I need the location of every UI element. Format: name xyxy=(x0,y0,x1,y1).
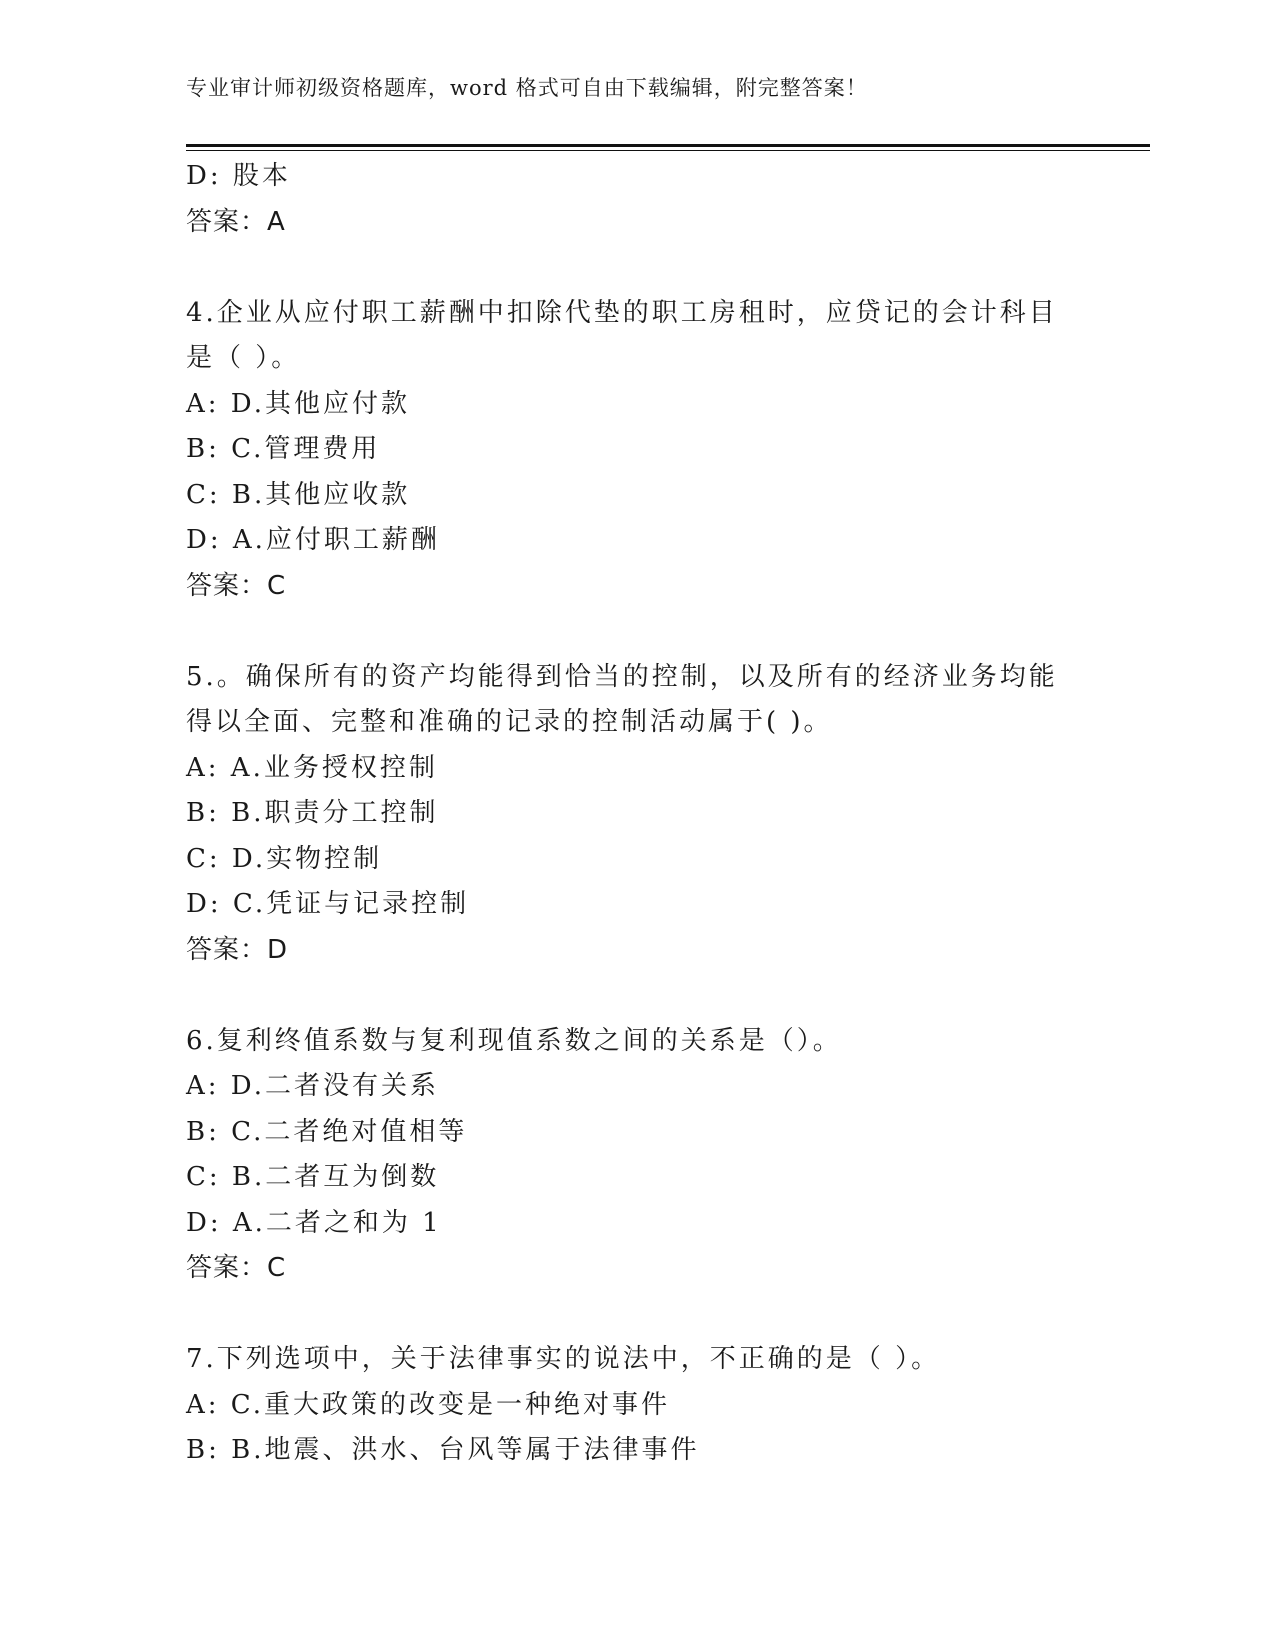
option-c: C: B.二者互为倒数 xyxy=(186,1162,440,1192)
question-list xyxy=(186,154,1086,1474)
spacer xyxy=(186,1292,1086,1338)
question-stem: 4.企业从应付职工薪酬中扣除代垫的职工房租时，应贷记的会计科目 xyxy=(186,297,1058,328)
option-d: D: C.凭证与记录控制 xyxy=(186,889,470,919)
option-a: A: D.其他应付款 xyxy=(186,388,410,419)
answer-line: 答案：D xyxy=(186,934,289,965)
question-block xyxy=(186,1019,1086,1292)
answer-line: 答案：C xyxy=(186,570,287,601)
option-a: A: D.二者没有关系 xyxy=(186,1071,439,1101)
option-a: A: C.重大政策的改变是一种绝对事件 xyxy=(186,1389,671,1420)
question-block xyxy=(186,655,1086,974)
answer-line: 答案：A xyxy=(186,206,286,237)
option-b: B: C.管理费用 xyxy=(186,434,381,464)
option-b: B: C.二者绝对值相等 xyxy=(186,1116,468,1147)
option-c: C: D.实物控制 xyxy=(186,843,383,874)
question-stem: 是（ ）。 xyxy=(186,343,301,373)
question-stem: 5.。确保所有的资产均能得到恰当的控制，以及所有的经济业务均能 xyxy=(186,661,1058,692)
header-divider xyxy=(186,144,1150,151)
option-b: B: B.地震、洪水、台风等属于法律事件 xyxy=(186,1435,700,1465)
option-d: D: A.应付职工薪酬 xyxy=(186,525,440,555)
option-d: D: A.二者之和为 1 xyxy=(186,1207,442,1238)
question-stem: 得以全面、完整和准确的记录的控制活动属于( )。 xyxy=(186,707,833,737)
spacer xyxy=(186,973,1086,1019)
spacer xyxy=(186,245,1086,291)
option-b: B: B.职责分工控制 xyxy=(186,798,439,828)
option-a: A: A.业务授权控制 xyxy=(186,752,438,783)
option-c: C: B.其他应收款 xyxy=(186,479,411,510)
question-stem: 7.下列选项中，关于法律事实的说法中，不正确的是（ ）。 xyxy=(186,1344,941,1374)
spacer xyxy=(186,609,1086,655)
answer-line: 答案：C xyxy=(186,1253,287,1283)
question-block xyxy=(186,154,1086,245)
option-d: D: 股本 xyxy=(186,161,291,191)
question-stem: 6.复利终值系数与复利现值系数之间的关系是（）。 xyxy=(186,1025,842,1056)
question-block xyxy=(186,1337,1086,1474)
question-block xyxy=(186,291,1086,610)
page-header: 专业审计师初级资格题库，word 格式可自由下载编辑，附完整答案！ xyxy=(186,76,868,100)
